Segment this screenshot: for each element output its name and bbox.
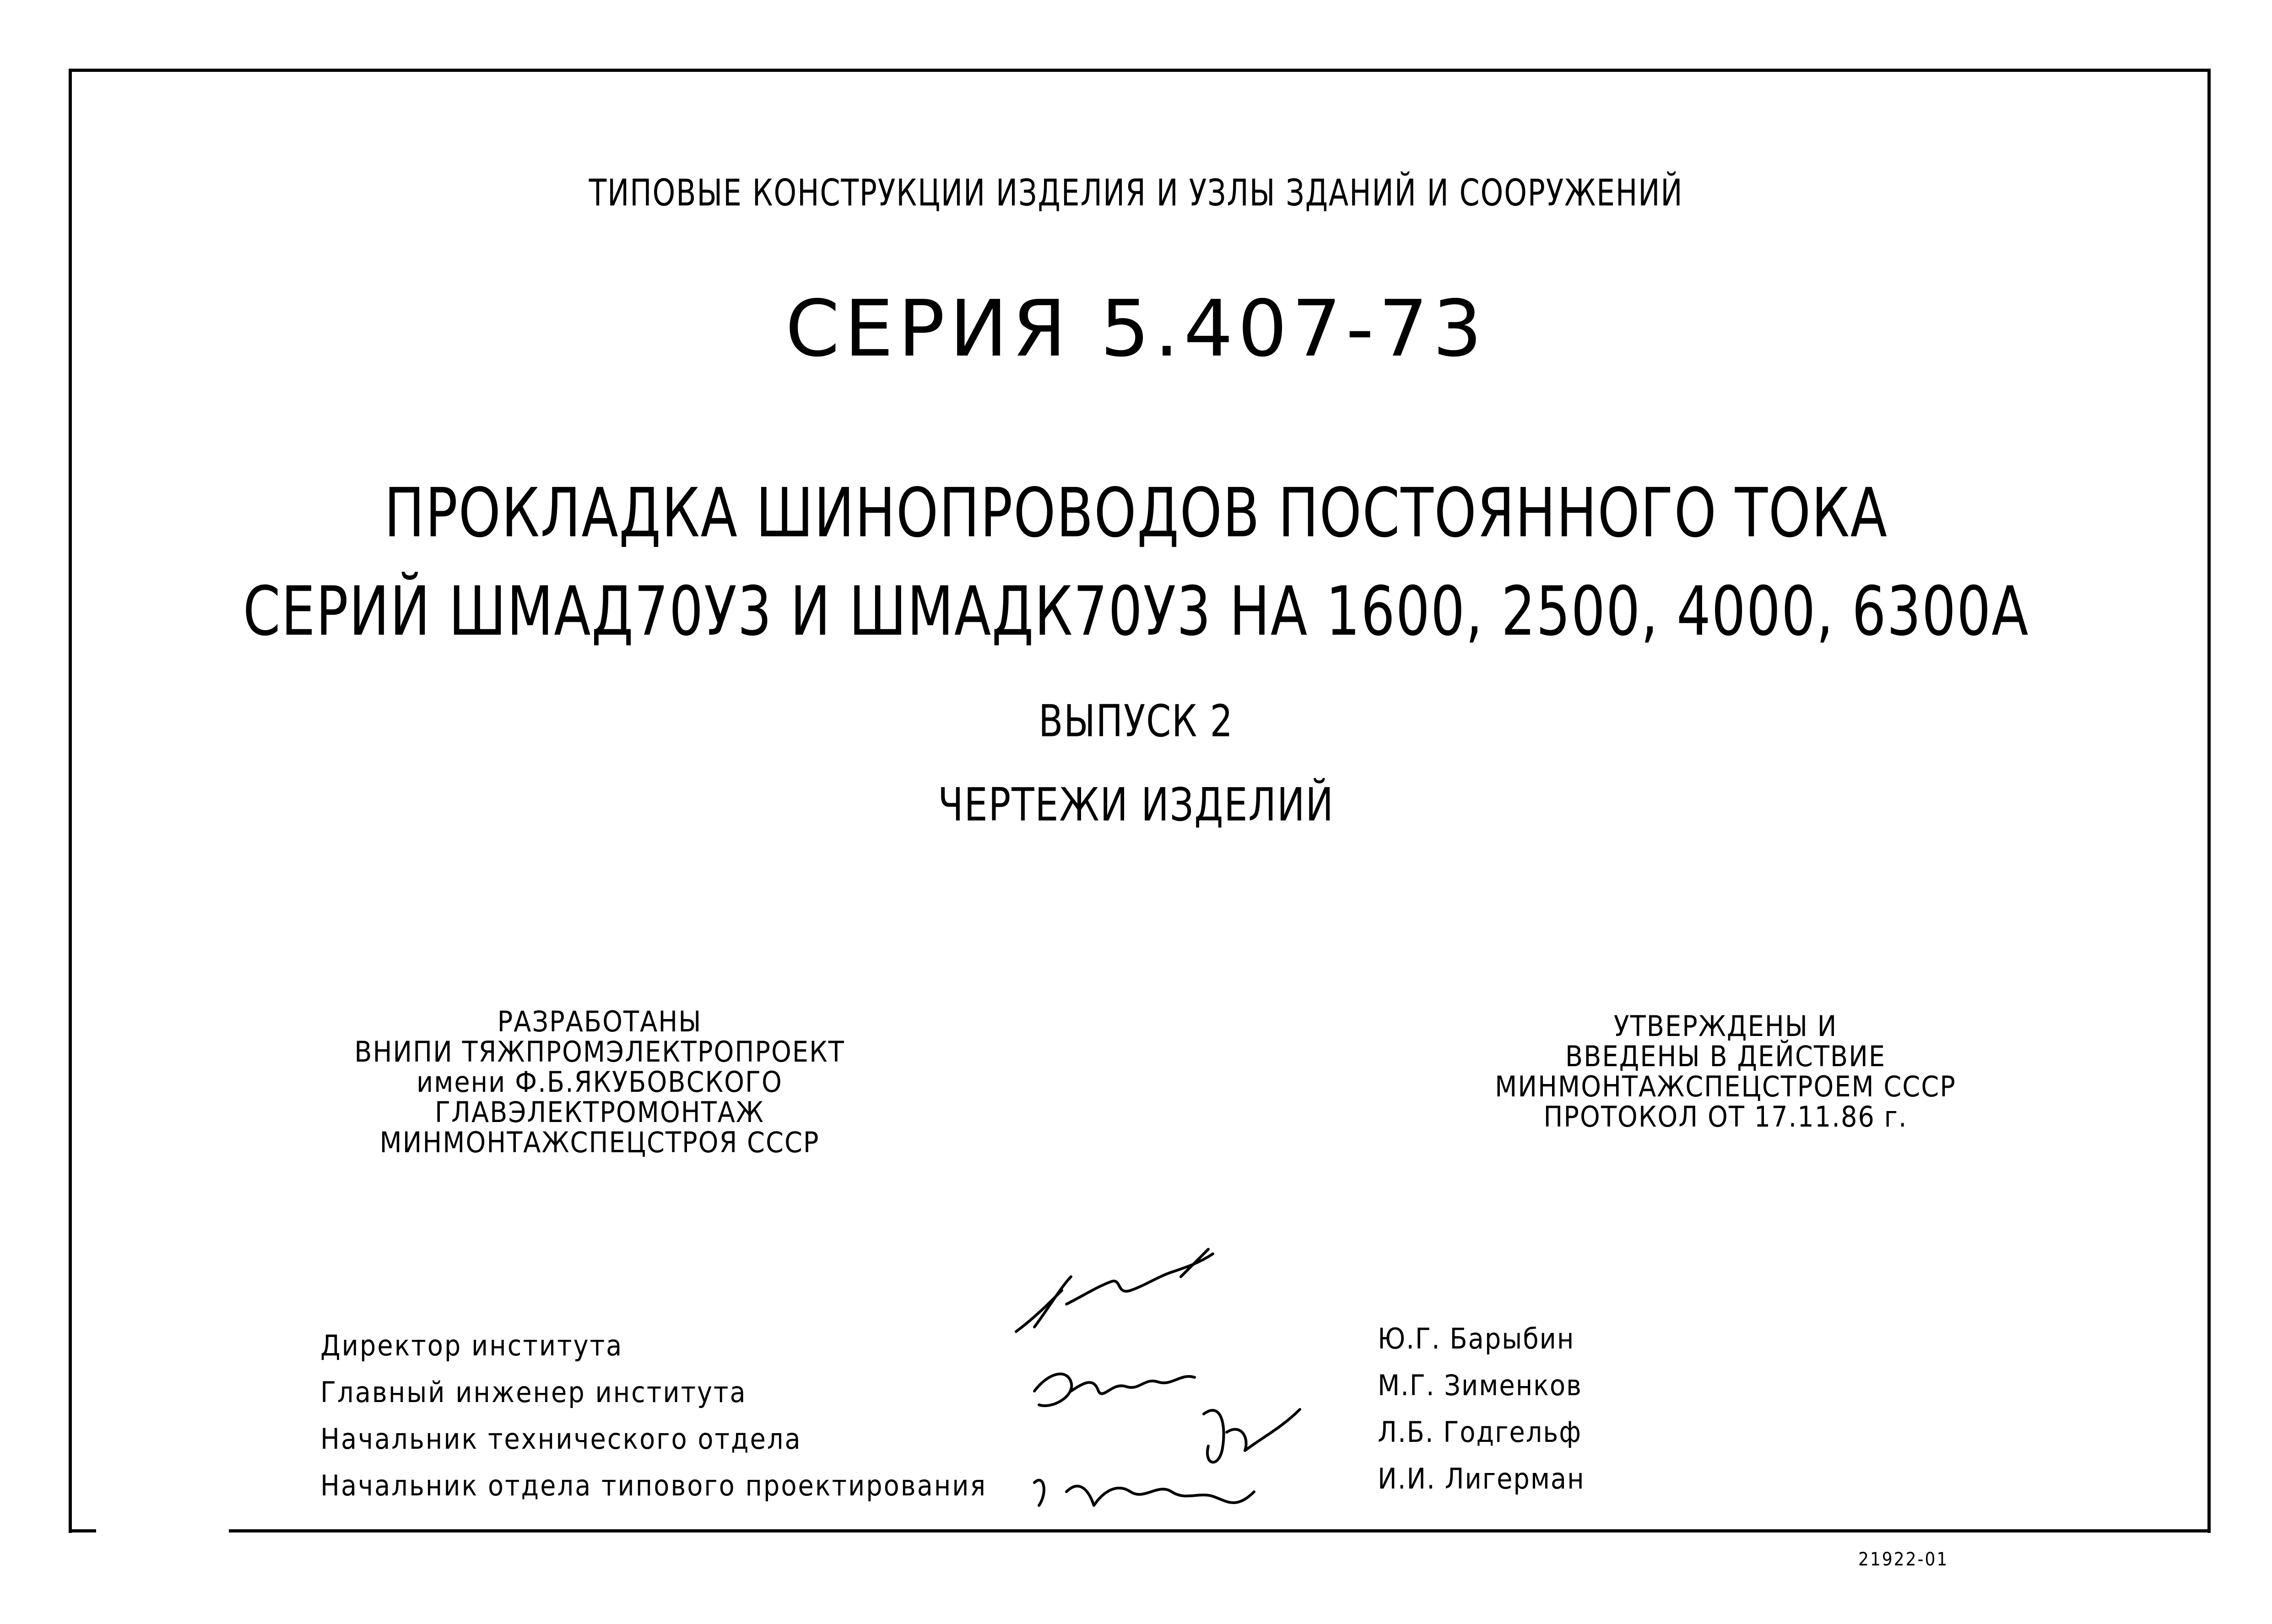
signature-standard-design-head	[1034, 1480, 1254, 1505]
signatory-name: И.И. Лигерман	[1378, 1462, 1585, 1495]
developed-line: имени Ф.Б.ЯКУБОВСКОГО	[417, 1065, 783, 1099]
inventory-stamp: 21922-01	[1858, 1549, 1949, 1570]
approved-line: УТВЕРЖДЕНЫ И	[1613, 1009, 1838, 1043]
signature-director	[1016, 1249, 1213, 1332]
frame-bottom-line	[229, 1529, 2211, 1532]
developed-line: ГЛАВЭЛЕКТРОМОНТАЖ	[434, 1095, 765, 1129]
series-title: СЕРИЯ 5.407-73	[785, 284, 1487, 374]
signatory-name: Ю.Г. Барыбин	[1378, 1322, 1575, 1355]
developed-line: ВНИПИ ТЯЖПРОМЭЛЕКТРОПРОЕКТ	[354, 1035, 845, 1068]
approved-line: МИНМОНТАЖСПЕЦСТРОЕМ СССР	[1495, 1070, 1956, 1103]
approved-line: ВВЕДЕНЫ В ДЕЙСТВИЕ	[1565, 1040, 1886, 1073]
frame-corner-mark	[69, 1529, 96, 1532]
signatory-name: М.Г. Зименков	[1378, 1369, 1582, 1402]
signature-department-head	[1204, 1409, 1300, 1462]
developed-line: МИНМОНТАЖСПЕЦСТРОЯ СССР	[379, 1126, 820, 1159]
approved-by-block	[1437, 1011, 2014, 1132]
signatory-role: Директор института	[320, 1329, 623, 1362]
signature-chief-engineer	[1034, 1374, 1195, 1406]
developed-line: РАЗРАБОТАНЫ	[497, 1005, 702, 1038]
developed-by-block	[293, 1007, 906, 1158]
handwritten-signatures	[1007, 1236, 1373, 1519]
main-title-line-1: ПРОКЛАДКА ШИНОПРОВОДОВ ПОСТОЯННОГО ТОКА	[384, 474, 1888, 552]
issue-number: ВЫПУСК 2	[1039, 696, 1233, 747]
category-heading: ТИПОВЫЕ КОНСТРУКЦИИ ИЗДЕЛИЯ И УЗЛЫ ЗДАНИЙ И СООРУЖЕНИЙ	[589, 172, 1683, 214]
signatory-role: Главный инженер института	[320, 1376, 747, 1409]
signatory-roles	[320, 1322, 987, 1509]
signatory-name: Л.Б. Годгельф	[1378, 1415, 1582, 1449]
approved-line: ПРОТОКОЛ ОТ 17.11.86 г.	[1543, 1100, 1908, 1133]
signatory-names	[1378, 1316, 1585, 1502]
signatory-role: Начальник технического отдела	[320, 1422, 802, 1456]
document-subtitle: ЧЕРТЕЖИ ИЗДЕЛИЙ	[938, 778, 1334, 831]
signatory-role: Начальник отдела типового проектирования	[320, 1469, 987, 1502]
main-title-line-2: СЕРИЙ ШМАД70У3 И ШМАДК70У3 НА 1600, 2500, 4000, 6300А	[243, 572, 2029, 651]
